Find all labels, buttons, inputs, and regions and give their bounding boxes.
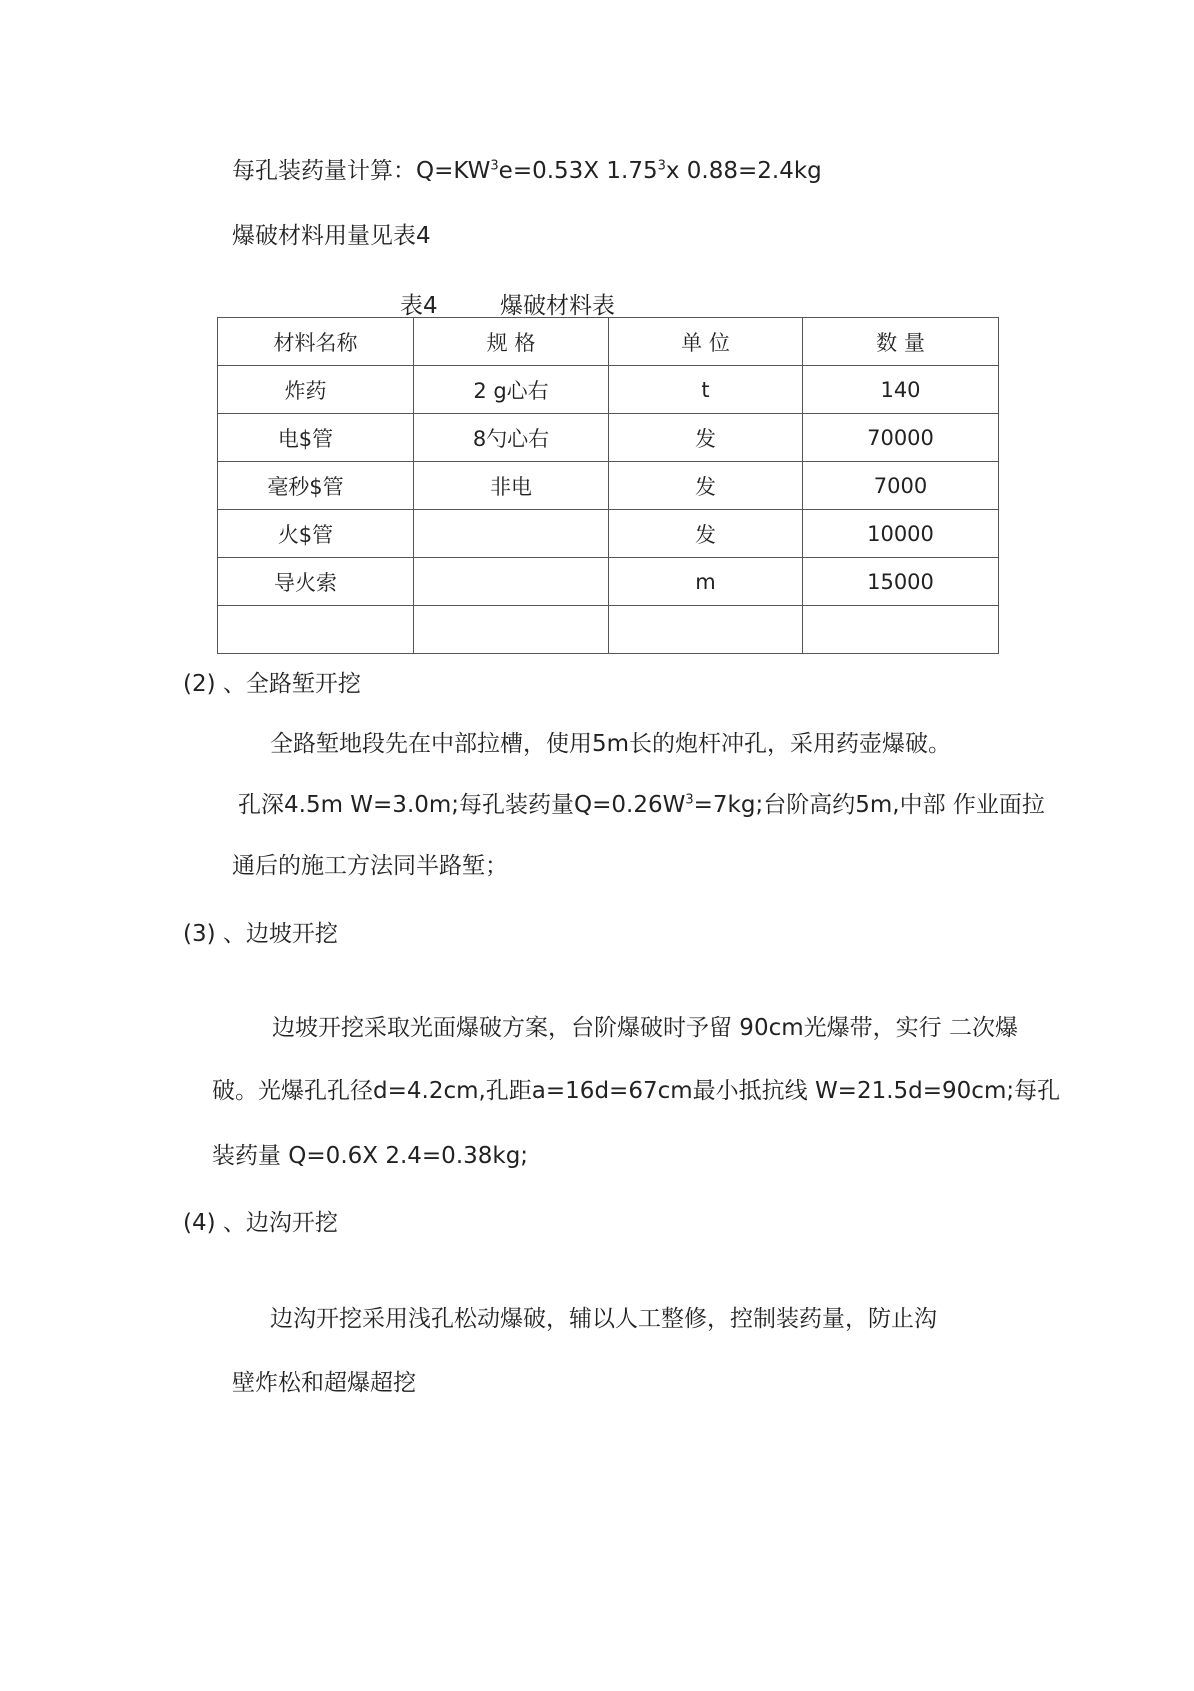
header-material: 材料名称 — [218, 318, 414, 366]
cell-quantity: 10000 — [803, 510, 999, 558]
charge-formula — [232, 160, 822, 183]
cell-spec — [414, 510, 609, 558]
formula-prefix: 每孔装药量计算：Q=KW — [232, 158, 491, 184]
table-row — [218, 462, 999, 510]
table-row — [218, 414, 999, 462]
cell-spec: 2 g心右 — [414, 366, 609, 414]
cell-material: 火$管 — [218, 510, 414, 558]
table-caption-title: 爆破材料表 — [500, 293, 615, 319]
header-unit: 单 位 — [609, 318, 803, 366]
cell-quantity: 15000 — [803, 558, 999, 606]
materials-table — [217, 317, 999, 654]
cell-material: 导火索 — [218, 558, 414, 606]
cell-empty — [414, 606, 609, 654]
section-4-paragraph-2: 壁炸松和超爆超挖 — [232, 1370, 416, 1396]
section-4-paragraph-1: 边沟开挖采用浅孔松动爆破，辅以人工整修，控制装药量，防止沟 — [270, 1306, 937, 1332]
header-spec: 规 格 — [414, 318, 609, 366]
cell-spec — [414, 558, 609, 606]
table-row — [218, 366, 999, 414]
table-row-empty — [218, 606, 999, 654]
section-2-p2-a: 孔深4.5m W=3.0m;每孔装药量Q=0.26W — [238, 792, 686, 818]
cell-material: 电$管 — [218, 414, 414, 462]
section-2-paragraph-3: 通后的施工方法同半路堑； — [232, 853, 508, 879]
section-3-paragraph-2: 破。光爆孔孔径d=4.2cm,孔距a=16d=67cm最小抵抗线 W=21.5d=90cm;每孔 — [212, 1078, 1061, 1104]
intro-text: 爆破材料用量见表4 — [232, 223, 431, 249]
cell-material: 炸药 — [218, 366, 414, 414]
section-3-heading: (3) 、边坡开挖 — [183, 921, 338, 947]
formula-sup-2: 3 — [657, 158, 666, 174]
section-2-heading: (2) 、全路堑开挖 — [183, 671, 361, 697]
formula-sup-1: 3 — [490, 158, 499, 174]
section-3-paragraph-1: 边坡开挖采取光面爆破方案，台阶爆破时予留 90cm光爆带，实行 二次爆 — [272, 1015, 1018, 1041]
cell-unit: 发 — [609, 414, 803, 462]
cell-unit: t — [609, 366, 803, 414]
table-row — [218, 510, 999, 558]
section-2-p2-sup: 3 — [685, 792, 694, 808]
section-2-paragraph-2 — [238, 794, 1045, 817]
formula-mid: e=0.53X 1.75 — [498, 158, 658, 184]
section-3-paragraph-3: 装药量 Q=0.6X 2.4=0.38kg; — [212, 1143, 529, 1169]
cell-empty — [609, 606, 803, 654]
table-row — [218, 558, 999, 606]
cell-empty — [803, 606, 999, 654]
cell-empty — [218, 606, 414, 654]
cell-spec: 8勺心右 — [414, 414, 609, 462]
cell-quantity: 140 — [803, 366, 999, 414]
table-header-row — [218, 318, 999, 366]
cell-quantity: 70000 — [803, 414, 999, 462]
cell-spec: 非电 — [414, 462, 609, 510]
section-2-paragraph-1: 全路堑地段先在中部拉槽，使用5m长的炮杆冲孔，采用药壶爆破。 — [270, 731, 952, 757]
cell-material: 毫秒$管 — [218, 462, 414, 510]
cell-quantity: 7000 — [803, 462, 999, 510]
table-caption-number: 表4 — [400, 293, 438, 319]
header-quantity: 数 量 — [803, 318, 999, 366]
cell-unit: 发 — [609, 510, 803, 558]
cell-unit: m — [609, 558, 803, 606]
formula-suffix: x 0.88=2.4kg — [665, 158, 822, 184]
section-4-heading: (4) 、边沟开挖 — [183, 1210, 338, 1236]
section-2-p2-b: =7kg;台阶高约5m,中部 作业面拉 — [693, 792, 1045, 818]
cell-unit: 发 — [609, 462, 803, 510]
